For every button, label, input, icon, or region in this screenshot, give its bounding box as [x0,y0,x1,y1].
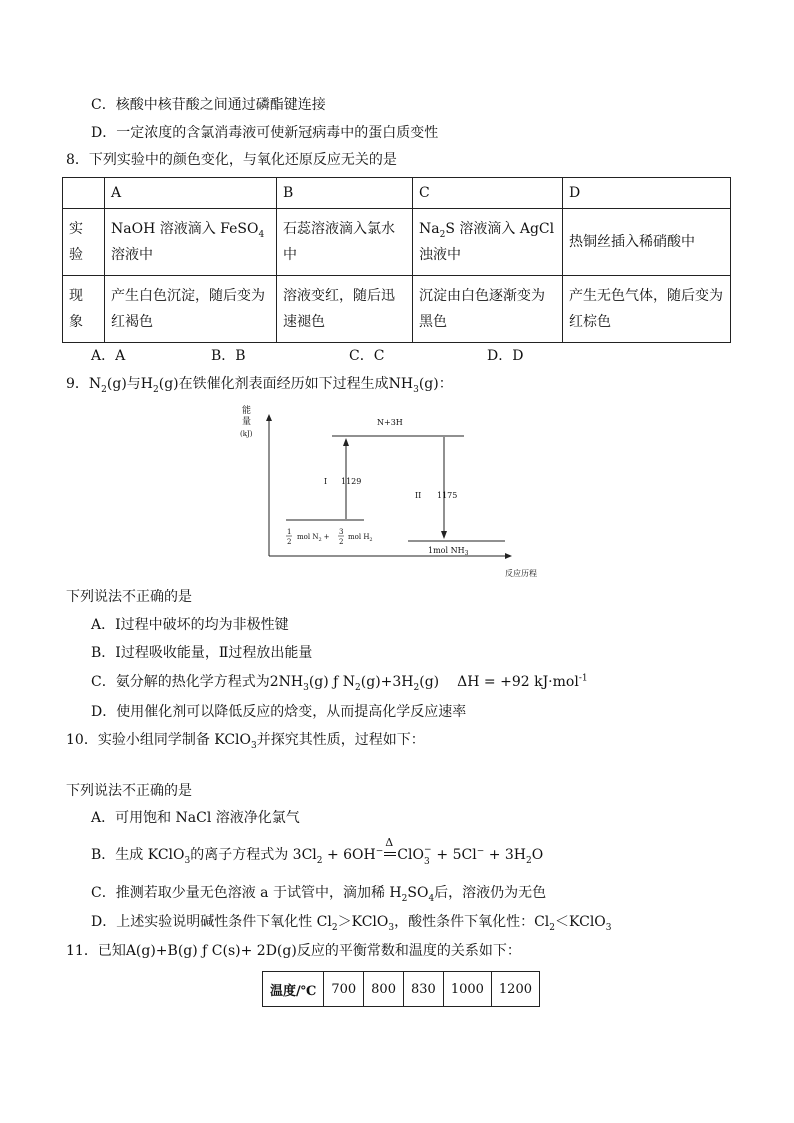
process-1-value: 1129 [341,477,362,486]
q8-cell-c-phenomenon: 沉淀由白色逐渐变为黑色 [413,276,563,343]
q8-cell-b-experiment: 石蕊溶液滴入氯水中 [277,209,413,276]
q9-stem [66,375,453,393]
left-level-end [348,533,373,543]
q11-temp-cell: 1000 [443,972,491,1007]
arrow-process-2-head [441,531,447,539]
equation-part: (g)+3H [360,674,414,690]
q8-row-experiment [63,209,731,276]
q9-prompt: 下列说法不正确的是 [66,589,192,605]
y-axis-unit: (kJ) [240,430,253,438]
subscript: 2 [355,682,361,693]
frac-2-num: 3 [339,528,344,536]
cell-text: NaOH 溶液滴入 FeSO [111,221,259,237]
subscript: 3 [388,922,395,933]
subscript: 2 [369,537,373,543]
q11-temperature-row [263,972,540,1007]
q8-cell-b-phenomenon: 溶液变红，随后迅速褪色 [277,276,413,343]
q11-header: 温度/℃ [263,972,324,1007]
q11-temp-cell: 830 [403,972,443,1007]
cell-text: 溶液中 [111,247,153,263]
q8-option-b: B．B [211,348,246,364]
cell-text: S 溶液滴入 AgCl 浊液中 [419,221,555,263]
q10-stem [66,731,425,749]
q8-cell-c-experiment [413,209,563,276]
ion-charge [423,845,432,867]
equation-part: + 6OH [322,847,376,863]
equation-part: + 5Cl [431,847,477,863]
label-text: mol N [297,533,319,541]
enthalpy-value: ΔH = +92 kJ·mol [457,674,579,690]
level-bottom-label [428,546,469,557]
process-1-label: I [324,477,328,486]
y-axis-label-1: 能 [242,406,252,416]
option-text: ＞KClO [337,914,389,930]
subscript: 2 [331,922,338,933]
option-text: C．推测若取少量无色溶液 a 于试管中，滴加稀 H [91,885,402,901]
label-char: 现 [69,288,83,304]
x-axis-label: 反应历程 [505,569,537,578]
option-text: C．氨分解的热化学方程式为 [91,674,270,690]
subscript: 2 [413,682,420,693]
q11-temp-cell: 1200 [491,972,539,1007]
superscript: − [375,846,384,857]
q8-option-c: C．C [349,348,385,364]
stem-part: 并探究其性质，过程如下： [256,732,425,748]
equation-part: O [531,847,544,863]
equals-top [384,852,396,853]
q7-option-d: D．一定浓度的含氯消毒液可使新冠病毒中的蛋白质变性 [91,125,439,141]
q10-option-b [91,836,544,867]
option-text: SO [407,885,429,901]
arrow-process-1-head [343,438,349,446]
q8-cell-d-phenomenon: 产生无色气体，随后变为红棕色 [563,276,731,343]
stem-part: (g)与H [106,376,154,392]
process-2-label: II [415,491,422,500]
q8-cell-d-experiment: 热铜丝插入稀硝酸中 [563,209,731,276]
q8-header-d: D [563,178,731,209]
subscript: 3 [251,740,257,751]
q8-header-b: B [277,178,413,209]
q8-cell-a-experiment [105,209,277,276]
q9-option-b: B．Ⅰ过程吸收能量，Ⅱ过程放出能量 [91,645,313,661]
subscript: 2 [549,922,556,933]
q8-option-a: A．A [91,348,126,364]
plus-sign: + [323,533,330,541]
q8-table [62,177,731,343]
q11-temp-cell: 800 [364,972,404,1007]
stem-part: N [88,376,102,392]
q8-row-label-experiment [63,209,105,276]
equals-bottom [384,855,396,856]
left-level-mid [297,533,330,543]
option-text: ＜KClO [555,914,606,930]
q8-row-label-phenomenon [63,276,105,343]
frac-2-den: 2 [339,538,344,546]
level-top-label: N+3H [377,418,403,427]
subscript: 3 [423,857,430,867]
option-text: 的离子方程式为 3Cl [190,847,317,863]
q11-stem: 11．已知A(g)+B(g) ƒ C(s)+ 2D(g)反应的平衡常数和温度的关系如下： [66,943,521,959]
subscript: 4 [428,893,435,904]
heat-arrow [384,836,396,864]
superscript: − [423,845,432,855]
q8-header-row [63,178,731,209]
equation-part: 2NH [269,674,304,690]
subscript: 3 [605,922,612,933]
equation-part: ClO [397,847,424,863]
subscript: 3 [464,550,469,557]
q8-header-a: A [105,178,277,209]
subscript: 2 [101,384,107,395]
q8-options [91,345,551,363]
q8-cell-a-phenomenon: 产生白色沉淀，随后变为红褐色 [105,276,277,343]
q11-temp-cell: 700 [324,972,364,1007]
subscript: 2 [526,855,532,866]
frac-1-num: 1 [287,528,292,536]
q8-option-d: D．D [487,348,524,364]
equation-part: + 3H [484,847,526,863]
q8-row-phenomenon [63,276,731,343]
label-text: mol H [348,533,370,541]
subscript: 4 [258,229,265,240]
q8-header-c: C [413,178,563,209]
q10-option-a: A．可用饱和 NaCl 溶液净化氯气 [91,810,300,826]
q8-header-blank [63,178,105,209]
q8-stem: 8．下列实验中的颜色变化，与氧化还原反应无关的是 [66,152,397,168]
option-text: 后，溶液仍为无色 [434,885,547,901]
label-char: 实 [69,221,83,237]
cell-text: Na [419,221,440,237]
subscript: 2 [439,229,446,240]
y-axis-arrow [266,414,272,421]
subscript: 3 [184,855,191,866]
option-text: B．生成 KClO [91,847,185,863]
process-2-value: 1175 [437,491,458,500]
stem-part: 10．实验小组同学制备 KClO [66,732,252,748]
label-char: 验 [69,247,83,263]
q9-option-c [91,673,588,691]
option-text: D．上述实验说明碱性条件下氧化性 Cl [91,914,332,930]
q10-option-c [91,884,546,902]
label-text: 1mol NH [428,546,465,555]
q10-prompt: 下列说法不正确的是 [66,783,192,799]
energy-diagram [240,402,560,582]
q9-option-a: A．Ⅰ过程中破坏的均为非极性键 [91,617,289,633]
subscript: 3 [303,682,309,693]
stem-part: (g)： [418,376,453,392]
x-axis-arrow [505,553,512,559]
equation-part: (g) [419,674,440,690]
subscript: 2 [401,893,408,904]
q10-option-d [91,913,612,931]
label-char: 象 [69,314,83,330]
subscript: 2 [318,537,322,543]
stem-part: 9． [66,376,89,392]
subscript: 3 [413,384,419,395]
q9-option-d: D．使用催化剂可以降低反应的焓变，从而提高化学反应速率 [91,704,467,720]
y-axis-label-2: 量 [242,417,252,427]
subscript: 2 [316,855,323,866]
delta-symbol: Δ [385,836,394,849]
option-text: ，酸性条件下氧化性：Cl [394,914,550,930]
superscript: -1 [578,673,588,684]
equation-part: (g) ƒ N [308,674,356,690]
q11-table [262,971,540,1007]
stem-part: (g)在铁催化剂表面经历如下过程生成NH [158,376,414,392]
q7-option-c: C．核酸中核苷酸之间通过磷酯键连接 [91,97,326,113]
subscript: 2 [153,384,159,395]
frac-1-den: 2 [287,538,292,546]
superscript: − [476,846,485,857]
